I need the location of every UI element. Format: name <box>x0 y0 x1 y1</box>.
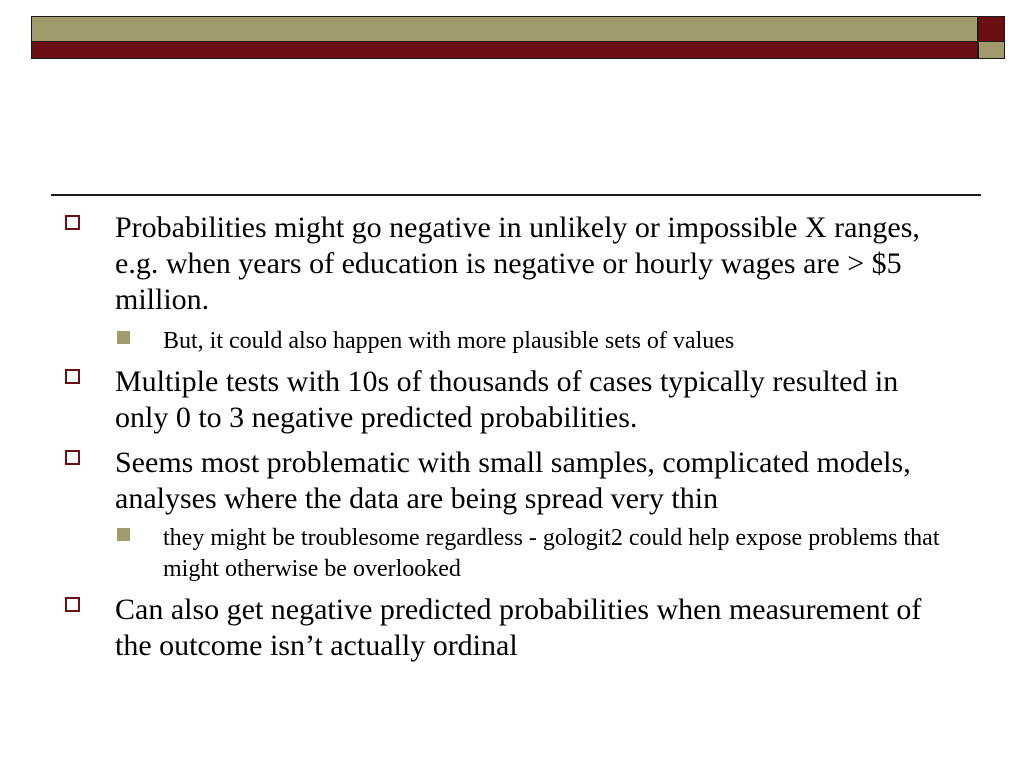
hollow-square-bullet-icon <box>65 369 80 384</box>
bullet-2-text: Multiple tests with 10s of thousands of cases typically resulted in only 0 to 3 negative predicted probabilities. <box>115 365 899 434</box>
bullet-1-text: Probabilities might go negative in unlikely or impossible X ranges, e.g. when years of education is negative or hourly wages are > $5 million. <box>115 211 920 316</box>
bullet-3-sub-1-text: they might be troublesome regardless - gologit2 could help expose problems that might otherwise be overlooked <box>163 525 940 582</box>
hollow-square-bullet-icon <box>65 597 80 612</box>
bullet-3-sub-1 <box>163 523 943 585</box>
bullet-1 <box>115 210 945 318</box>
hollow-square-bullet-icon <box>65 215 80 230</box>
bullet-4-text: Can also get negative predicted probabilities when measurement of the outcome isn’t actually ordinal <box>115 593 922 662</box>
bullet-1-sub-1-text: But, it could also happen with more plausible sets of values <box>163 328 735 354</box>
bullet-2 <box>115 364 945 436</box>
hollow-square-bullet-icon <box>65 450 80 465</box>
bullet-3 <box>115 445 945 517</box>
bullet-4 <box>115 592 945 664</box>
filled-square-bullet-icon <box>117 528 130 541</box>
bullet-1-sub-1 <box>163 326 943 357</box>
bullet-3-text: Seems most problematic with small samples, complicated models, analyses where the data are being spread very thin <box>115 446 911 515</box>
filled-square-bullet-icon <box>117 331 130 344</box>
